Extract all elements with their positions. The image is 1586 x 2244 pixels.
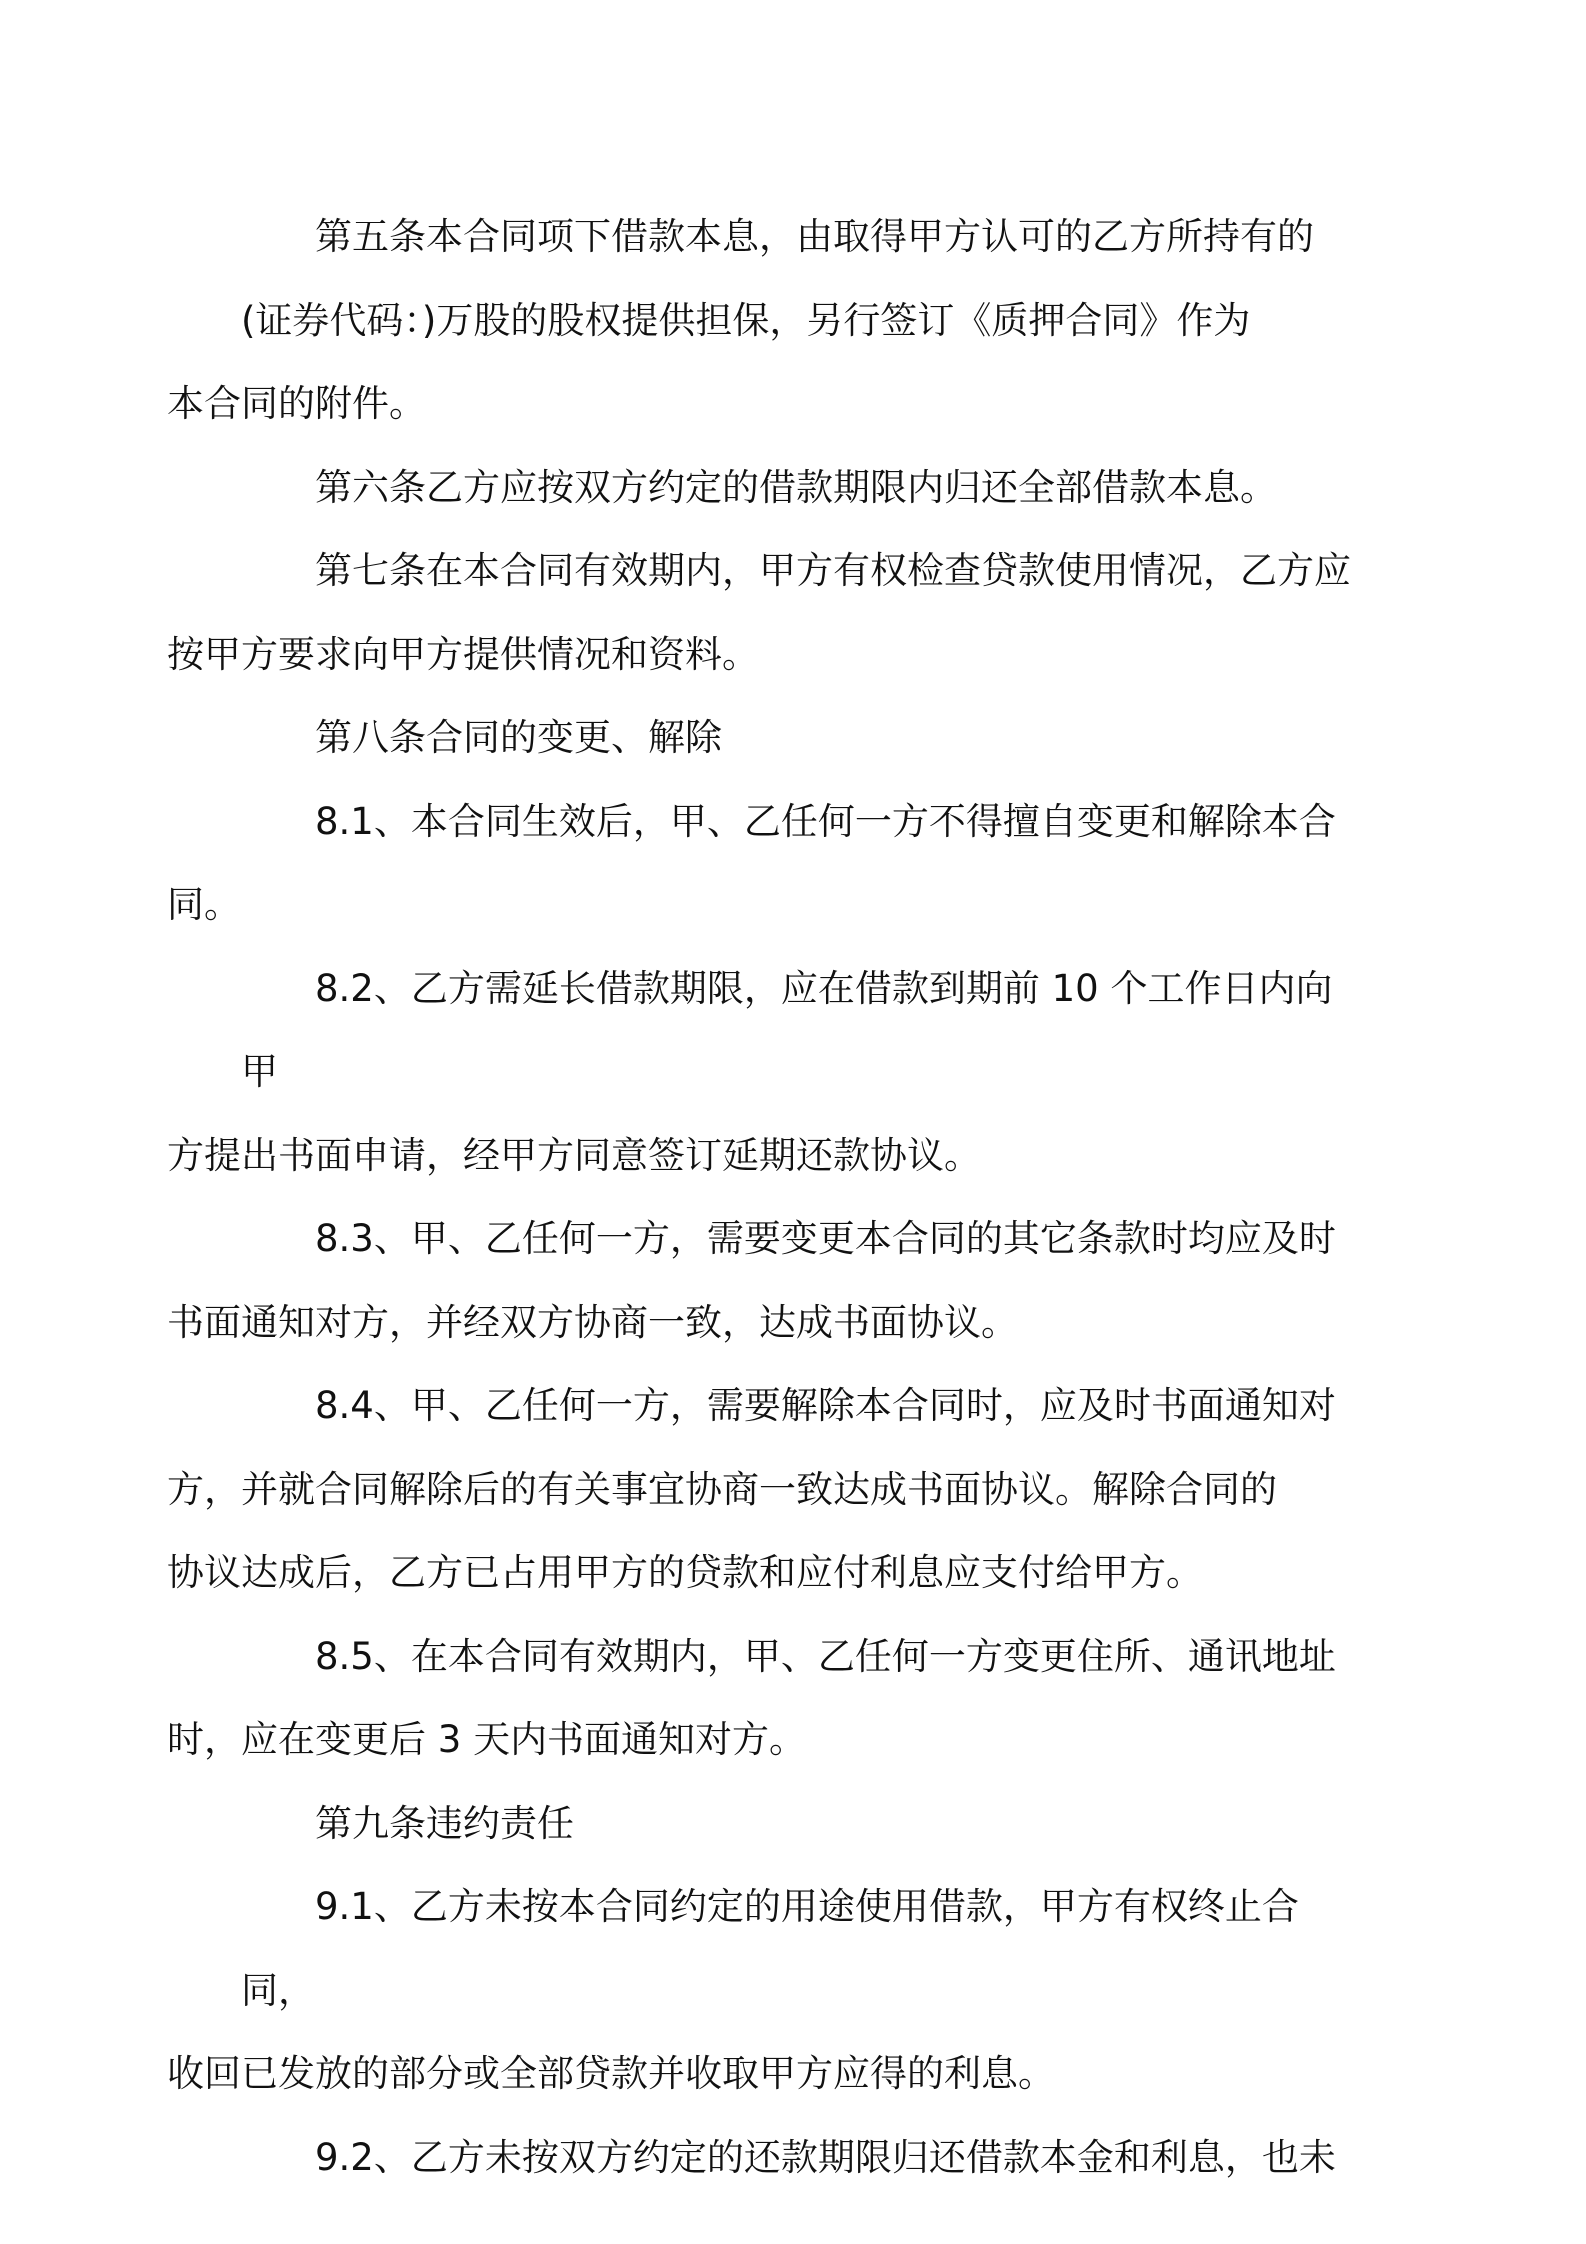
text-line: 收回已发放的部分或全部贷款并收取甲方应得的利息。 — [167, 2052, 1055, 2095]
text-line: 第六条乙方应按双方约定的借款期限内归还全部借款本息。 — [315, 465, 1277, 509]
text-line: 方，并就合同解除后的有关事宜协商一致达成书面协议。解除合同的 — [167, 1467, 1277, 1511]
text-line: 8.2、乙方需延长借款期限，应在借款到期前 10 个工作日内向甲 — [241, 966, 1333, 1093]
clause-8-2-paragraph — [167, 947, 1359, 1198]
text-line: 本合同的附件。 — [167, 382, 426, 425]
text-line: 第五条本合同项下借款本息，由取得甲方认可的乙方所持有的 — [315, 215, 1314, 258]
article-5-paragraph — [167, 195, 1359, 446]
text-line: 按甲方要求向甲方提供情况和资料。 — [167, 632, 759, 676]
contract-body — [167, 195, 1359, 2199]
clause-8-4-paragraph — [167, 1364, 1359, 1615]
text-line: 8.5、在本合同有效期内，甲、乙任何一方变更住所、通讯地址 — [315, 1634, 1336, 1678]
clause-9-2-paragraph — [241, 2116, 1359, 2200]
text-line: 第八条合同的变更、解除 — [315, 716, 722, 759]
article-6-paragraph — [241, 446, 1359, 530]
text-line: 协议达成后，乙方已占用甲方的贷款和应付利息应支付给甲方。 — [167, 1551, 1203, 1594]
text-line: 9.2、乙方未按双方约定的还款期限归还借款本金和利息，也未 — [315, 2135, 1336, 2179]
text-line: 第七条在本合同有效期内，甲方有权检查贷款使用情况，乙方应 — [315, 549, 1351, 592]
text-line: 时，应在变更后 3 天内书面通知对方。 — [167, 1718, 807, 1761]
clause-9-1-paragraph — [167, 1865, 1359, 2116]
text-line: 9.1、乙方未按本合同约定的用途使用借款，甲方有权终止合同， — [241, 1885, 1299, 2012]
text-line: 方提出书面申请，经甲方同意签订延期还款协议。 — [167, 1133, 981, 1177]
clause-8-1-paragraph — [167, 780, 1359, 947]
text-line: 同。 — [167, 883, 241, 926]
text-line: 第九条违约责任 — [315, 1801, 574, 1845]
text-line: 8.3、甲、乙任何一方，需要变更本合同的其它条款时均应及时 — [315, 1217, 1336, 1260]
article-9-heading — [241, 1782, 1359, 1866]
clause-8-3-paragraph — [167, 1197, 1359, 1364]
article-8-heading — [241, 696, 1359, 780]
text-line: (证券代码：)万股的股权提供担保，另行签订《质押合同》作为 — [241, 298, 1251, 342]
clause-8-5-paragraph — [167, 1615, 1359, 1782]
article-7-paragraph — [167, 529, 1359, 696]
text-line: 书面通知对方，并经双方协商一致，达成书面协议。 — [167, 1300, 1018, 1344]
text-line: 8.1、本合同生效后，甲、乙任何一方不得擅自变更和解除本合 — [315, 799, 1336, 843]
text-line: 8.4、甲、乙任何一方，需要解除本合同时，应及时书面通知对 — [315, 1384, 1336, 1427]
